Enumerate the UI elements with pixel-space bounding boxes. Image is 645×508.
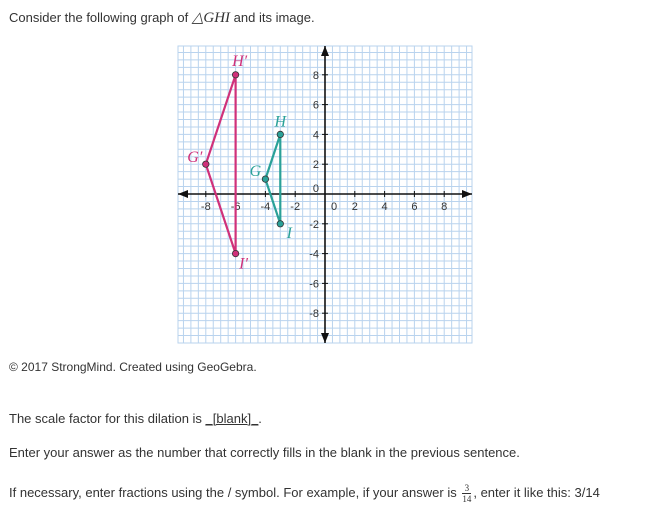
y-axis-arrow-down xyxy=(321,333,329,343)
triangle-label: △GHI xyxy=(191,10,231,26)
scale-text-after: . xyxy=(258,411,262,426)
scale-text-before: The scale factor for this dilation is xyxy=(9,411,206,426)
x-tick-label: 6 xyxy=(411,201,418,213)
x-tick-label: -8 xyxy=(200,201,211,213)
image-triangle-vertex-label: I′ xyxy=(239,255,249,273)
y-tick-label: 2 xyxy=(312,159,319,172)
original-triangle-vertex-label: H xyxy=(274,113,287,131)
image-triangle-vertex xyxy=(232,250,238,256)
original-triangle-vertex xyxy=(277,131,283,137)
fraction-hint xyxy=(9,483,600,504)
x-tick-label: -4 xyxy=(260,201,271,213)
scale-factor-sentence xyxy=(9,411,262,426)
y-tick-label: 6 xyxy=(312,99,319,112)
image-triangle-vertex-label: G′ xyxy=(187,149,203,167)
original-triangle-vertex xyxy=(262,176,268,182)
image-triangle-vertex-label: H′ xyxy=(232,52,248,70)
prompt-text-after: and its image. xyxy=(230,10,315,25)
y-tick-label: -4 xyxy=(309,248,319,261)
image-triangle xyxy=(187,53,248,273)
hint-text-before: If necessary, enter fractions using the / symbol. For example, if your answer is xyxy=(9,484,461,500)
y-tick-label: 0 xyxy=(312,183,319,195)
original-triangle-vertex-label: G xyxy=(249,163,262,181)
x-tick-label: -2 xyxy=(290,201,301,213)
y-tick-label: -6 xyxy=(309,278,319,291)
tick-labels xyxy=(201,70,447,320)
prompt-text-before: Consider the following graph of xyxy=(9,10,192,25)
fraction-numerator: 3 xyxy=(462,483,471,494)
answer-blank[interactable]: _[blank]_ xyxy=(205,411,259,426)
y-tick-label: 8 xyxy=(312,69,319,82)
image-triangle-vertex xyxy=(232,72,238,78)
example-fraction xyxy=(462,483,471,504)
image-triangle-vertex xyxy=(203,161,209,167)
y-axis-arrow-up xyxy=(321,46,329,56)
y-tick-label: -8 xyxy=(309,308,319,321)
x-tick-label: 8 xyxy=(441,201,448,213)
instruction-text: Enter your answer as the number that correctly fills in the blank in the previous sentence. xyxy=(9,445,520,460)
x-tick-label: -6 xyxy=(230,201,241,213)
y-tick-label: 4 xyxy=(312,129,319,142)
copyright-credit: © 2017 StrongMind. Created using GeoGebra. xyxy=(9,360,257,374)
hint-text-after: , enter it like this: 3/14 xyxy=(473,484,600,500)
x-tick-label: 4 xyxy=(381,201,388,213)
x-tick-label: 2 xyxy=(351,201,358,213)
x-tick-label: 0 xyxy=(330,201,338,213)
original-triangle xyxy=(250,113,293,241)
original-triangle-vertex xyxy=(277,221,283,227)
fraction-denominator: 14 xyxy=(462,494,472,504)
original-triangle-vertex-label: I xyxy=(286,224,292,242)
y-tick-label: -2 xyxy=(309,218,319,231)
